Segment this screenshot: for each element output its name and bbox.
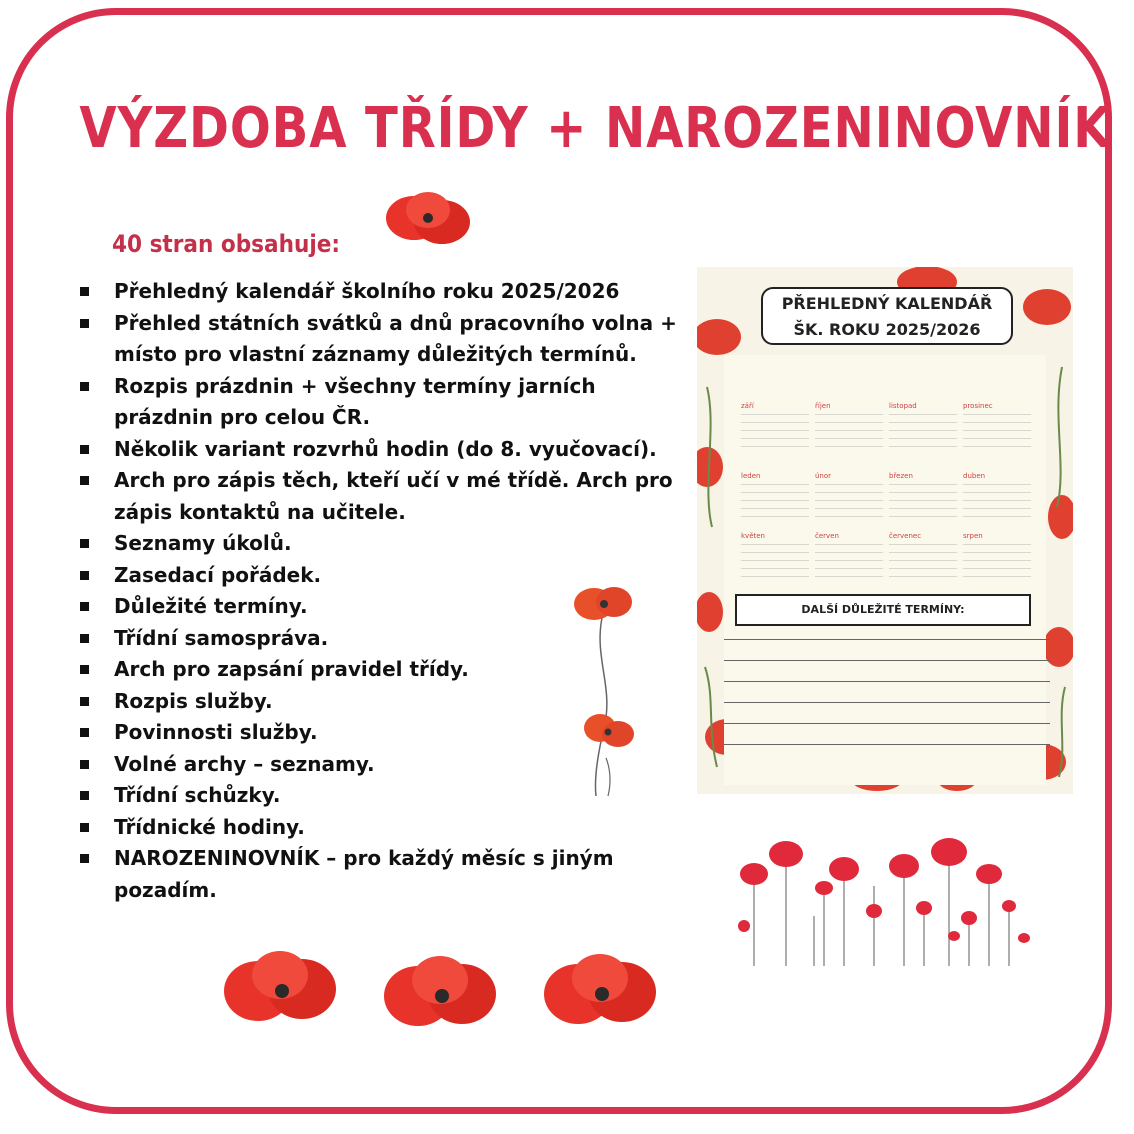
list-item: Seznamy úkolů.	[78, 528, 698, 560]
subtitle: 40 stran obsahuje:	[112, 230, 341, 258]
month-name: červen	[815, 532, 839, 540]
poppy-illustration	[382, 950, 498, 1042]
month-name: červenec	[889, 532, 922, 540]
list-item: Povinnosti služby.	[78, 717, 698, 749]
list-item: Třídní samospráva.	[78, 623, 698, 655]
calendar-preview	[697, 267, 1073, 794]
list-item: Arch pro zapsání pravidel třídy.	[78, 654, 698, 686]
list-item: Několik variant rozvrhů hodin (do 8. vyučovací).	[78, 434, 698, 466]
poppy-field-illustration	[724, 826, 1044, 972]
calendar-box-label: DALŠÍ DŮLEŽITÉ TERMÍNY:	[735, 594, 1031, 626]
month-name: únor	[815, 472, 832, 480]
poppy-illustration	[222, 945, 338, 1037]
poppy-illustration	[384, 188, 474, 252]
list-item: Přehled státních svátků a dnů pracovního volna + místo pro vlastní záznamy důležitých termínů.	[78, 308, 698, 371]
list-item: Arch pro zápis těch, kteří učí v mé třídě. Arch pro zápis kontaktů na učitele.	[78, 465, 698, 528]
calendar-title	[761, 287, 1013, 345]
month-name: květen	[741, 532, 765, 540]
list-item: NAROZENINOVNÍK – pro každý měsíc s jiným pozadím.	[78, 843, 698, 906]
list-item: Volné archy – seznamy.	[78, 749, 698, 781]
poppy-illustration	[542, 948, 658, 1040]
calendar-title-line2: ŠK. ROKU 2025/2026	[793, 320, 981, 339]
month-name: prosinec	[963, 402, 993, 410]
month-name: říjen	[815, 402, 831, 410]
list-item: Třídní schůzky.	[78, 780, 698, 812]
month-name: září	[741, 402, 754, 410]
list-item: Zasedací pořádek.	[78, 560, 698, 592]
month-name: březen	[889, 472, 913, 480]
calendar-lines	[724, 639, 1050, 765]
page-title: VÝZDOBA TŘÍDY + NAROZENINOVNÍK	[79, 96, 1112, 161]
calendar-title-line1: PŘEHLEDNÝ KALENDÁŘ	[781, 294, 993, 313]
month-name: listopad	[889, 402, 917, 410]
list-item: Rozpis prázdnin + všechny termíny jarních prázdnin pro celou ČR.	[78, 371, 698, 434]
list-item: Rozpis služby.	[78, 686, 698, 718]
list-item: Přehledný kalendář školního roku 2025/2026	[78, 276, 698, 308]
poppy-stem-illustration	[564, 578, 644, 798]
month-name: srpen	[963, 532, 983, 540]
month-name: duben	[963, 472, 986, 480]
list-item: Důležité termíny.	[78, 591, 698, 623]
list-item: Třídnické hodiny.	[78, 812, 698, 844]
month-name: leden	[741, 472, 761, 480]
